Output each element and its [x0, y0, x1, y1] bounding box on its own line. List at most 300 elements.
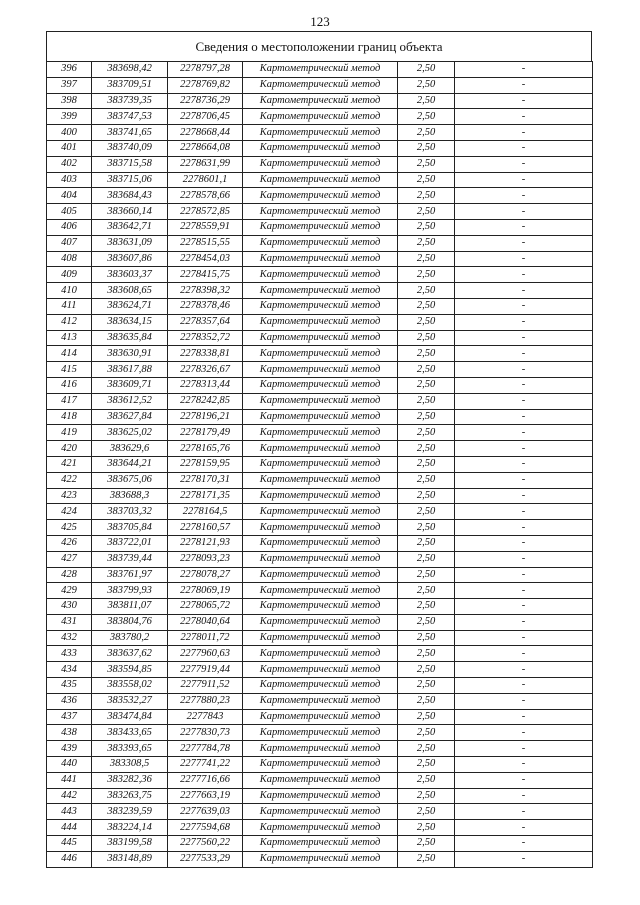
x-coordinate-cell: 383224,14: [92, 820, 168, 836]
point-number-cell: 403: [47, 172, 92, 188]
method-cell: Картометрический метод: [243, 314, 398, 330]
method-cell: Картометрический метод: [243, 125, 398, 141]
table-row: [47, 393, 593, 409]
table-row: [47, 472, 593, 488]
table-row: [47, 62, 593, 78]
table-row: [47, 172, 593, 188]
y-coordinate-cell: 2278668,44: [168, 125, 243, 141]
description-cell: -: [455, 267, 593, 283]
table-row: [47, 140, 593, 156]
accuracy-cell: 2,50: [398, 820, 455, 836]
method-cell: Картометрический метод: [243, 693, 398, 709]
accuracy-cell: 2,50: [398, 472, 455, 488]
y-coordinate-cell: 2277960,63: [168, 646, 243, 662]
method-cell: Картометрический метод: [243, 140, 398, 156]
accuracy-cell: 2,50: [398, 62, 455, 78]
point-number-cell: 407: [47, 235, 92, 251]
description-cell: -: [455, 172, 593, 188]
point-number-cell: 408: [47, 251, 92, 267]
description-cell: -: [455, 298, 593, 314]
y-coordinate-cell: 2278736,29: [168, 93, 243, 109]
method-cell: Картометрический метод: [243, 551, 398, 567]
y-coordinate-cell: 2278664,08: [168, 140, 243, 156]
accuracy-cell: 2,50: [398, 504, 455, 520]
x-coordinate-cell: 383637,62: [92, 646, 168, 662]
description-cell: -: [455, 788, 593, 804]
table-row: [47, 804, 593, 820]
accuracy-cell: 2,50: [398, 520, 455, 536]
description-cell: -: [455, 188, 593, 204]
accuracy-cell: 2,50: [398, 393, 455, 409]
point-number-cell: 434: [47, 662, 92, 678]
table-row: [47, 235, 593, 251]
x-coordinate-cell: 383635,84: [92, 330, 168, 346]
y-coordinate-cell: 2278415,75: [168, 267, 243, 283]
method-cell: Картометрический метод: [243, 741, 398, 757]
description-cell: -: [455, 93, 593, 109]
x-coordinate-cell: 383608,65: [92, 283, 168, 299]
method-cell: Картометрический метод: [243, 678, 398, 694]
method-cell: Картометрический метод: [243, 251, 398, 267]
description-cell: -: [455, 772, 593, 788]
x-coordinate-cell: 383239,59: [92, 804, 168, 820]
accuracy-cell: 2,50: [398, 219, 455, 235]
table-row: [47, 456, 593, 472]
point-number-cell: 399: [47, 109, 92, 125]
x-coordinate-cell: 383199,58: [92, 836, 168, 852]
x-coordinate-cell: 383634,15: [92, 314, 168, 330]
page-number: 123: [310, 14, 330, 29]
y-coordinate-cell: 2278357,64: [168, 314, 243, 330]
point-number-cell: 443: [47, 804, 92, 820]
table-row: [47, 551, 593, 567]
accuracy-cell: 2,50: [398, 156, 455, 172]
y-coordinate-cell: 2278378,46: [168, 298, 243, 314]
method-cell: Картометрический метод: [243, 757, 398, 773]
point-number-cell: 410: [47, 283, 92, 299]
point-number-cell: 412: [47, 314, 92, 330]
point-number-cell: 400: [47, 125, 92, 141]
point-number-cell: 431: [47, 614, 92, 630]
table-body: [47, 62, 593, 868]
description-cell: -: [455, 678, 593, 694]
point-number-cell: 436: [47, 693, 92, 709]
y-coordinate-cell: 2278578,66: [168, 188, 243, 204]
y-coordinate-cell: 2277830,73: [168, 725, 243, 741]
method-cell: Картометрический метод: [243, 441, 398, 457]
accuracy-cell: 2,50: [398, 788, 455, 804]
accuracy-cell: 2,50: [398, 614, 455, 630]
table-row: [47, 346, 593, 362]
method-cell: Картометрический метод: [243, 488, 398, 504]
method-cell: Картометрический метод: [243, 204, 398, 220]
accuracy-cell: 2,50: [398, 283, 455, 299]
description-cell: -: [455, 741, 593, 757]
point-number-cell: 433: [47, 646, 92, 662]
description-cell: -: [455, 567, 593, 583]
point-number-cell: 411: [47, 298, 92, 314]
table-row: [47, 156, 593, 172]
method-cell: Картометрический метод: [243, 788, 398, 804]
table-row: [47, 267, 593, 283]
method-cell: Картометрический метод: [243, 535, 398, 551]
point-number-cell: 445: [47, 836, 92, 852]
x-coordinate-cell: 383715,06: [92, 172, 168, 188]
table-row: [47, 820, 593, 836]
description-cell: -: [455, 757, 593, 773]
accuracy-cell: 2,50: [398, 109, 455, 125]
point-number-cell: 446: [47, 851, 92, 867]
x-coordinate-cell: 383624,71: [92, 298, 168, 314]
accuracy-cell: 2,50: [398, 757, 455, 773]
y-coordinate-cell: 2278164,5: [168, 504, 243, 520]
method-cell: Картометрический метод: [243, 520, 398, 536]
method-cell: Картометрический метод: [243, 77, 398, 93]
point-number-cell: 442: [47, 788, 92, 804]
point-number-cell: 435: [47, 678, 92, 694]
method-cell: Картометрический метод: [243, 188, 398, 204]
description-cell: -: [455, 346, 593, 362]
y-coordinate-cell: 2277594,68: [168, 820, 243, 836]
point-number-cell: 416: [47, 377, 92, 393]
method-cell: Картометрический метод: [243, 599, 398, 615]
x-coordinate-cell: 383617,88: [92, 362, 168, 378]
y-coordinate-cell: 2278559,91: [168, 219, 243, 235]
accuracy-cell: 2,50: [398, 425, 455, 441]
description-cell: -: [455, 219, 593, 235]
x-coordinate-cell: 383630,91: [92, 346, 168, 362]
table-row: [47, 567, 593, 583]
x-coordinate-cell: 383629,6: [92, 441, 168, 457]
point-number-cell: 417: [47, 393, 92, 409]
description-cell: -: [455, 235, 593, 251]
x-coordinate-cell: 383308,5: [92, 757, 168, 773]
method-cell: Картометрический метод: [243, 630, 398, 646]
boundary-points-table: [46, 61, 593, 868]
table-row: [47, 788, 593, 804]
description-cell: -: [455, 836, 593, 852]
table-row: [47, 219, 593, 235]
description-cell: -: [455, 125, 593, 141]
point-number-cell: 415: [47, 362, 92, 378]
table-row: [47, 425, 593, 441]
table-row: [47, 583, 593, 599]
y-coordinate-cell: 2277533,29: [168, 851, 243, 867]
method-cell: Картометрический метод: [243, 298, 398, 314]
accuracy-cell: 2,50: [398, 709, 455, 725]
y-coordinate-cell: 2278631,99: [168, 156, 243, 172]
description-cell: -: [455, 283, 593, 299]
description-cell: -: [455, 456, 593, 472]
point-number-cell: 428: [47, 567, 92, 583]
y-coordinate-cell: 2278769,82: [168, 77, 243, 93]
point-number-cell: 430: [47, 599, 92, 615]
y-coordinate-cell: 2278121,93: [168, 535, 243, 551]
accuracy-cell: 2,50: [398, 662, 455, 678]
point-number-cell: 439: [47, 741, 92, 757]
y-coordinate-cell: 2278069,19: [168, 583, 243, 599]
x-coordinate-cell: 383627,84: [92, 409, 168, 425]
table-row: [47, 851, 593, 867]
method-cell: Картометрический метод: [243, 409, 398, 425]
point-number-cell: 427: [47, 551, 92, 567]
method-cell: Картометрический метод: [243, 851, 398, 867]
table-row: [47, 709, 593, 725]
description-cell: -: [455, 583, 593, 599]
y-coordinate-cell: 2278515,55: [168, 235, 243, 251]
accuracy-cell: 2,50: [398, 188, 455, 204]
x-coordinate-cell: 383739,35: [92, 93, 168, 109]
point-number-cell: 402: [47, 156, 92, 172]
table-title: Сведения о местоположении границ объекта: [46, 31, 592, 61]
table-row: [47, 441, 593, 457]
point-number-cell: 429: [47, 583, 92, 599]
table-row: [47, 504, 593, 520]
y-coordinate-cell: 2278065,72: [168, 599, 243, 615]
y-coordinate-cell: 2277741,22: [168, 757, 243, 773]
method-cell: Картометрический метод: [243, 456, 398, 472]
y-coordinate-cell: 2277919,44: [168, 662, 243, 678]
x-coordinate-cell: 383688,3: [92, 488, 168, 504]
table-row: [47, 377, 593, 393]
point-number-cell: 444: [47, 820, 92, 836]
x-coordinate-cell: 383715,58: [92, 156, 168, 172]
accuracy-cell: 2,50: [398, 851, 455, 867]
x-coordinate-cell: 383609,71: [92, 377, 168, 393]
description-cell: -: [455, 140, 593, 156]
x-coordinate-cell: 383761,97: [92, 567, 168, 583]
method-cell: Картометрический метод: [243, 62, 398, 78]
x-coordinate-cell: 383741,65: [92, 125, 168, 141]
point-number-cell: 396: [47, 62, 92, 78]
method-cell: Картометрический метод: [243, 283, 398, 299]
method-cell: Картометрический метод: [243, 172, 398, 188]
point-number-cell: 418: [47, 409, 92, 425]
method-cell: Картометрический метод: [243, 646, 398, 662]
table-row: [47, 614, 593, 630]
x-coordinate-cell: 383684,43: [92, 188, 168, 204]
y-coordinate-cell: 2278601,1: [168, 172, 243, 188]
table-row: [47, 204, 593, 220]
description-cell: -: [455, 725, 593, 741]
description-cell: -: [455, 851, 593, 867]
table-row: [47, 662, 593, 678]
point-number-cell: 421: [47, 456, 92, 472]
accuracy-cell: 2,50: [398, 330, 455, 346]
accuracy-cell: 2,50: [398, 551, 455, 567]
accuracy-cell: 2,50: [398, 567, 455, 583]
x-coordinate-cell: 383625,02: [92, 425, 168, 441]
table-row: [47, 188, 593, 204]
table-row: [47, 298, 593, 314]
description-cell: -: [455, 425, 593, 441]
method-cell: Картометрический метод: [243, 346, 398, 362]
x-coordinate-cell: 383780,2: [92, 630, 168, 646]
accuracy-cell: 2,50: [398, 77, 455, 93]
y-coordinate-cell: 2278179,49: [168, 425, 243, 441]
y-coordinate-cell: 2278160,57: [168, 520, 243, 536]
y-coordinate-cell: 2277663,19: [168, 788, 243, 804]
description-cell: -: [455, 204, 593, 220]
method-cell: Картометрический метод: [243, 567, 398, 583]
description-cell: -: [455, 504, 593, 520]
table-row: [47, 725, 593, 741]
accuracy-cell: 2,50: [398, 693, 455, 709]
point-number-cell: 426: [47, 535, 92, 551]
accuracy-cell: 2,50: [398, 646, 455, 662]
point-number-cell: 423: [47, 488, 92, 504]
accuracy-cell: 2,50: [398, 409, 455, 425]
x-coordinate-cell: 383747,53: [92, 109, 168, 125]
x-coordinate-cell: 383799,93: [92, 583, 168, 599]
table-row: [47, 109, 593, 125]
accuracy-cell: 2,50: [398, 725, 455, 741]
y-coordinate-cell: 2278706,45: [168, 109, 243, 125]
method-cell: Картометрический метод: [243, 425, 398, 441]
x-coordinate-cell: 383148,89: [92, 851, 168, 867]
x-coordinate-cell: 383594,85: [92, 662, 168, 678]
table-row: [47, 836, 593, 852]
accuracy-cell: 2,50: [398, 599, 455, 615]
method-cell: Картометрический метод: [243, 377, 398, 393]
accuracy-cell: 2,50: [398, 377, 455, 393]
accuracy-cell: 2,50: [398, 535, 455, 551]
point-number-cell: 405: [47, 204, 92, 220]
accuracy-cell: 2,50: [398, 235, 455, 251]
x-coordinate-cell: 383532,27: [92, 693, 168, 709]
table-row: [47, 314, 593, 330]
table-row: [47, 772, 593, 788]
accuracy-cell: 2,50: [398, 140, 455, 156]
x-coordinate-cell: 383811,07: [92, 599, 168, 615]
point-number-cell: 414: [47, 346, 92, 362]
method-cell: Картометрический метод: [243, 93, 398, 109]
description-cell: -: [455, 472, 593, 488]
x-coordinate-cell: 383709,51: [92, 77, 168, 93]
y-coordinate-cell: 2278338,81: [168, 346, 243, 362]
y-coordinate-cell: 2278352,72: [168, 330, 243, 346]
table-row: [47, 330, 593, 346]
x-coordinate-cell: 383474,84: [92, 709, 168, 725]
x-coordinate-cell: 383703,32: [92, 504, 168, 520]
accuracy-cell: 2,50: [398, 251, 455, 267]
description-cell: -: [455, 535, 593, 551]
method-cell: Картометрический метод: [243, 362, 398, 378]
accuracy-cell: 2,50: [398, 298, 455, 314]
method-cell: Картометрический метод: [243, 836, 398, 852]
y-coordinate-cell: 2278313,44: [168, 377, 243, 393]
table-row: [47, 693, 593, 709]
x-coordinate-cell: 383804,76: [92, 614, 168, 630]
description-cell: -: [455, 362, 593, 378]
table-row: [47, 362, 593, 378]
method-cell: Картометрический метод: [243, 804, 398, 820]
description-cell: -: [455, 662, 593, 678]
accuracy-cell: 2,50: [398, 362, 455, 378]
y-coordinate-cell: 2278242,85: [168, 393, 243, 409]
y-coordinate-cell: 2278159,95: [168, 456, 243, 472]
method-cell: Картометрический метод: [243, 583, 398, 599]
y-coordinate-cell: 2278398,32: [168, 283, 243, 299]
table-row: [47, 77, 593, 93]
x-coordinate-cell: 383660,14: [92, 204, 168, 220]
description-cell: -: [455, 551, 593, 567]
x-coordinate-cell: 383263,75: [92, 788, 168, 804]
method-cell: Картометрический метод: [243, 219, 398, 235]
table-row: [47, 757, 593, 773]
table-row: [47, 678, 593, 694]
point-number-cell: 441: [47, 772, 92, 788]
accuracy-cell: 2,50: [398, 267, 455, 283]
method-cell: Картометрический метод: [243, 772, 398, 788]
method-cell: Картометрический метод: [243, 235, 398, 251]
y-coordinate-cell: 2278196,21: [168, 409, 243, 425]
description-cell: -: [455, 409, 593, 425]
table-row: [47, 520, 593, 536]
table-row: [47, 409, 593, 425]
method-cell: Картометрический метод: [243, 109, 398, 125]
table-row: [47, 630, 593, 646]
description-cell: -: [455, 614, 593, 630]
x-coordinate-cell: 383739,44: [92, 551, 168, 567]
x-coordinate-cell: 383607,86: [92, 251, 168, 267]
method-cell: Картометрический метод: [243, 472, 398, 488]
x-coordinate-cell: 383558,02: [92, 678, 168, 694]
x-coordinate-cell: 383393,65: [92, 741, 168, 757]
point-number-cell: 437: [47, 709, 92, 725]
point-number-cell: 409: [47, 267, 92, 283]
table-row: [47, 93, 593, 109]
y-coordinate-cell: 2278011,72: [168, 630, 243, 646]
accuracy-cell: 2,50: [398, 125, 455, 141]
description-cell: -: [455, 62, 593, 78]
point-number-cell: 413: [47, 330, 92, 346]
description-cell: -: [455, 377, 593, 393]
description-cell: -: [455, 488, 593, 504]
description-cell: -: [455, 646, 593, 662]
y-coordinate-cell: 2277716,66: [168, 772, 243, 788]
description-cell: -: [455, 314, 593, 330]
description-cell: -: [455, 599, 593, 615]
description-cell: -: [455, 804, 593, 820]
point-number-cell: 398: [47, 93, 92, 109]
x-coordinate-cell: 383740,09: [92, 140, 168, 156]
description-cell: -: [455, 820, 593, 836]
accuracy-cell: 2,50: [398, 772, 455, 788]
description-cell: -: [455, 156, 593, 172]
x-coordinate-cell: 383698,42: [92, 62, 168, 78]
table-row: [47, 125, 593, 141]
point-number-cell: 397: [47, 77, 92, 93]
table-row: [47, 251, 593, 267]
point-number-cell: 406: [47, 219, 92, 235]
accuracy-cell: 2,50: [398, 314, 455, 330]
y-coordinate-cell: 2278797,28: [168, 62, 243, 78]
y-coordinate-cell: 2278078,27: [168, 567, 243, 583]
method-cell: Картометрический метод: [243, 709, 398, 725]
x-coordinate-cell: 383675,06: [92, 472, 168, 488]
y-coordinate-cell: 2278454,03: [168, 251, 243, 267]
description-cell: -: [455, 441, 593, 457]
description-cell: -: [455, 330, 593, 346]
y-coordinate-cell: 2277639,03: [168, 804, 243, 820]
y-coordinate-cell: 2278572,85: [168, 204, 243, 220]
x-coordinate-cell: 383705,84: [92, 520, 168, 536]
table-row: [47, 599, 593, 615]
description-cell: -: [455, 709, 593, 725]
y-coordinate-cell: 2277880,23: [168, 693, 243, 709]
boundary-table-sheet: [46, 31, 592, 868]
